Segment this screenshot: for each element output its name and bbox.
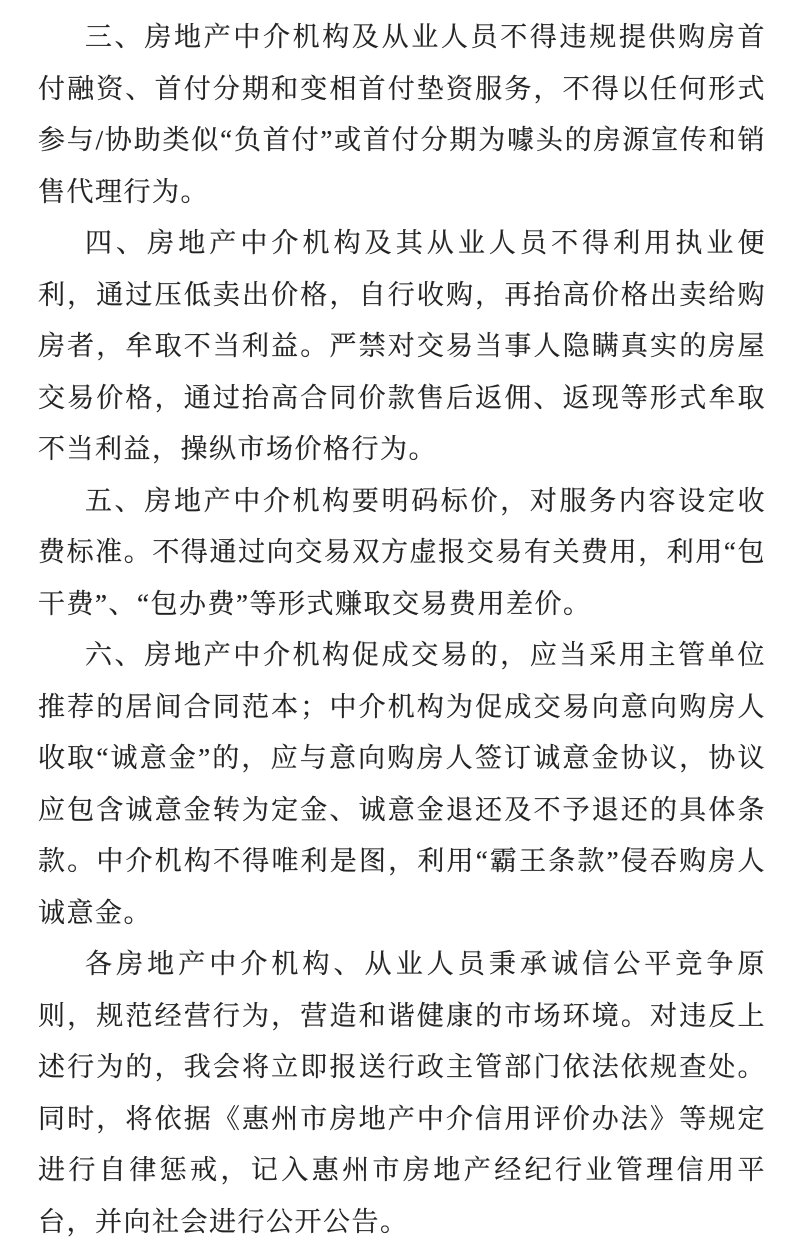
paragraph-item-three: 三、房地产中介机构及从业人员不得违规提供购房首付融资、首付分期和变相首付垫资服务，不得以任何形式参与/协助类似“负首付”或首付分期为噱头的房源宣传和销售代理行为。: [38, 22, 766, 207]
paragraph-closing: 各房地产中介机构、从业人员秉承诚信公平竞争原则，规范经营行为，营造和谐健康的市场环境。对违反上述行为的，我会将立即报送行政主管部门依法依规查处。同时，将依据《惠州市房地产中介信用评价办法》等规定进行自律惩戒，记入惠州市房地产经纪行业管理信用平台，并向社会进行公开公告。: [38, 949, 766, 1237]
document-body-text: [38, 12, 766, 1248]
paragraph-item-five: 五、房地产中介机构要明码标价，对服务内容设定收费标准。不得通过向交易双方虚报交易有关费用，利用“包干费”、“包办费”等形式赚取交易费用差价。: [38, 485, 766, 619]
paragraph-item-six: 六、房地产中介机构促成交易的，应当采用主管单位推荐的居间合同范本；中介机构为促成交易向意向购房人收取“诚意金”的，应与意向购房人签订诚意金协议，协议应包含诚意金转为定金、诚意金退还及不予退还的具体条款。中介机构不得唯利是图，利用“霸王条款”侵吞购房人诚意金。: [38, 640, 766, 928]
paragraph-item-four: 四、房地产中介机构及其从业人员不得利用执业便利，通过压低卖出价格，自行收购，再抬高价格出卖给购房者，牟取不当利益。严禁对交易当事人隐瞒真实的房屋交易价格，通过抬高合同价款售后返佣、返现等形式牟取不当利益，操纵市场价格行为。: [38, 228, 766, 464]
